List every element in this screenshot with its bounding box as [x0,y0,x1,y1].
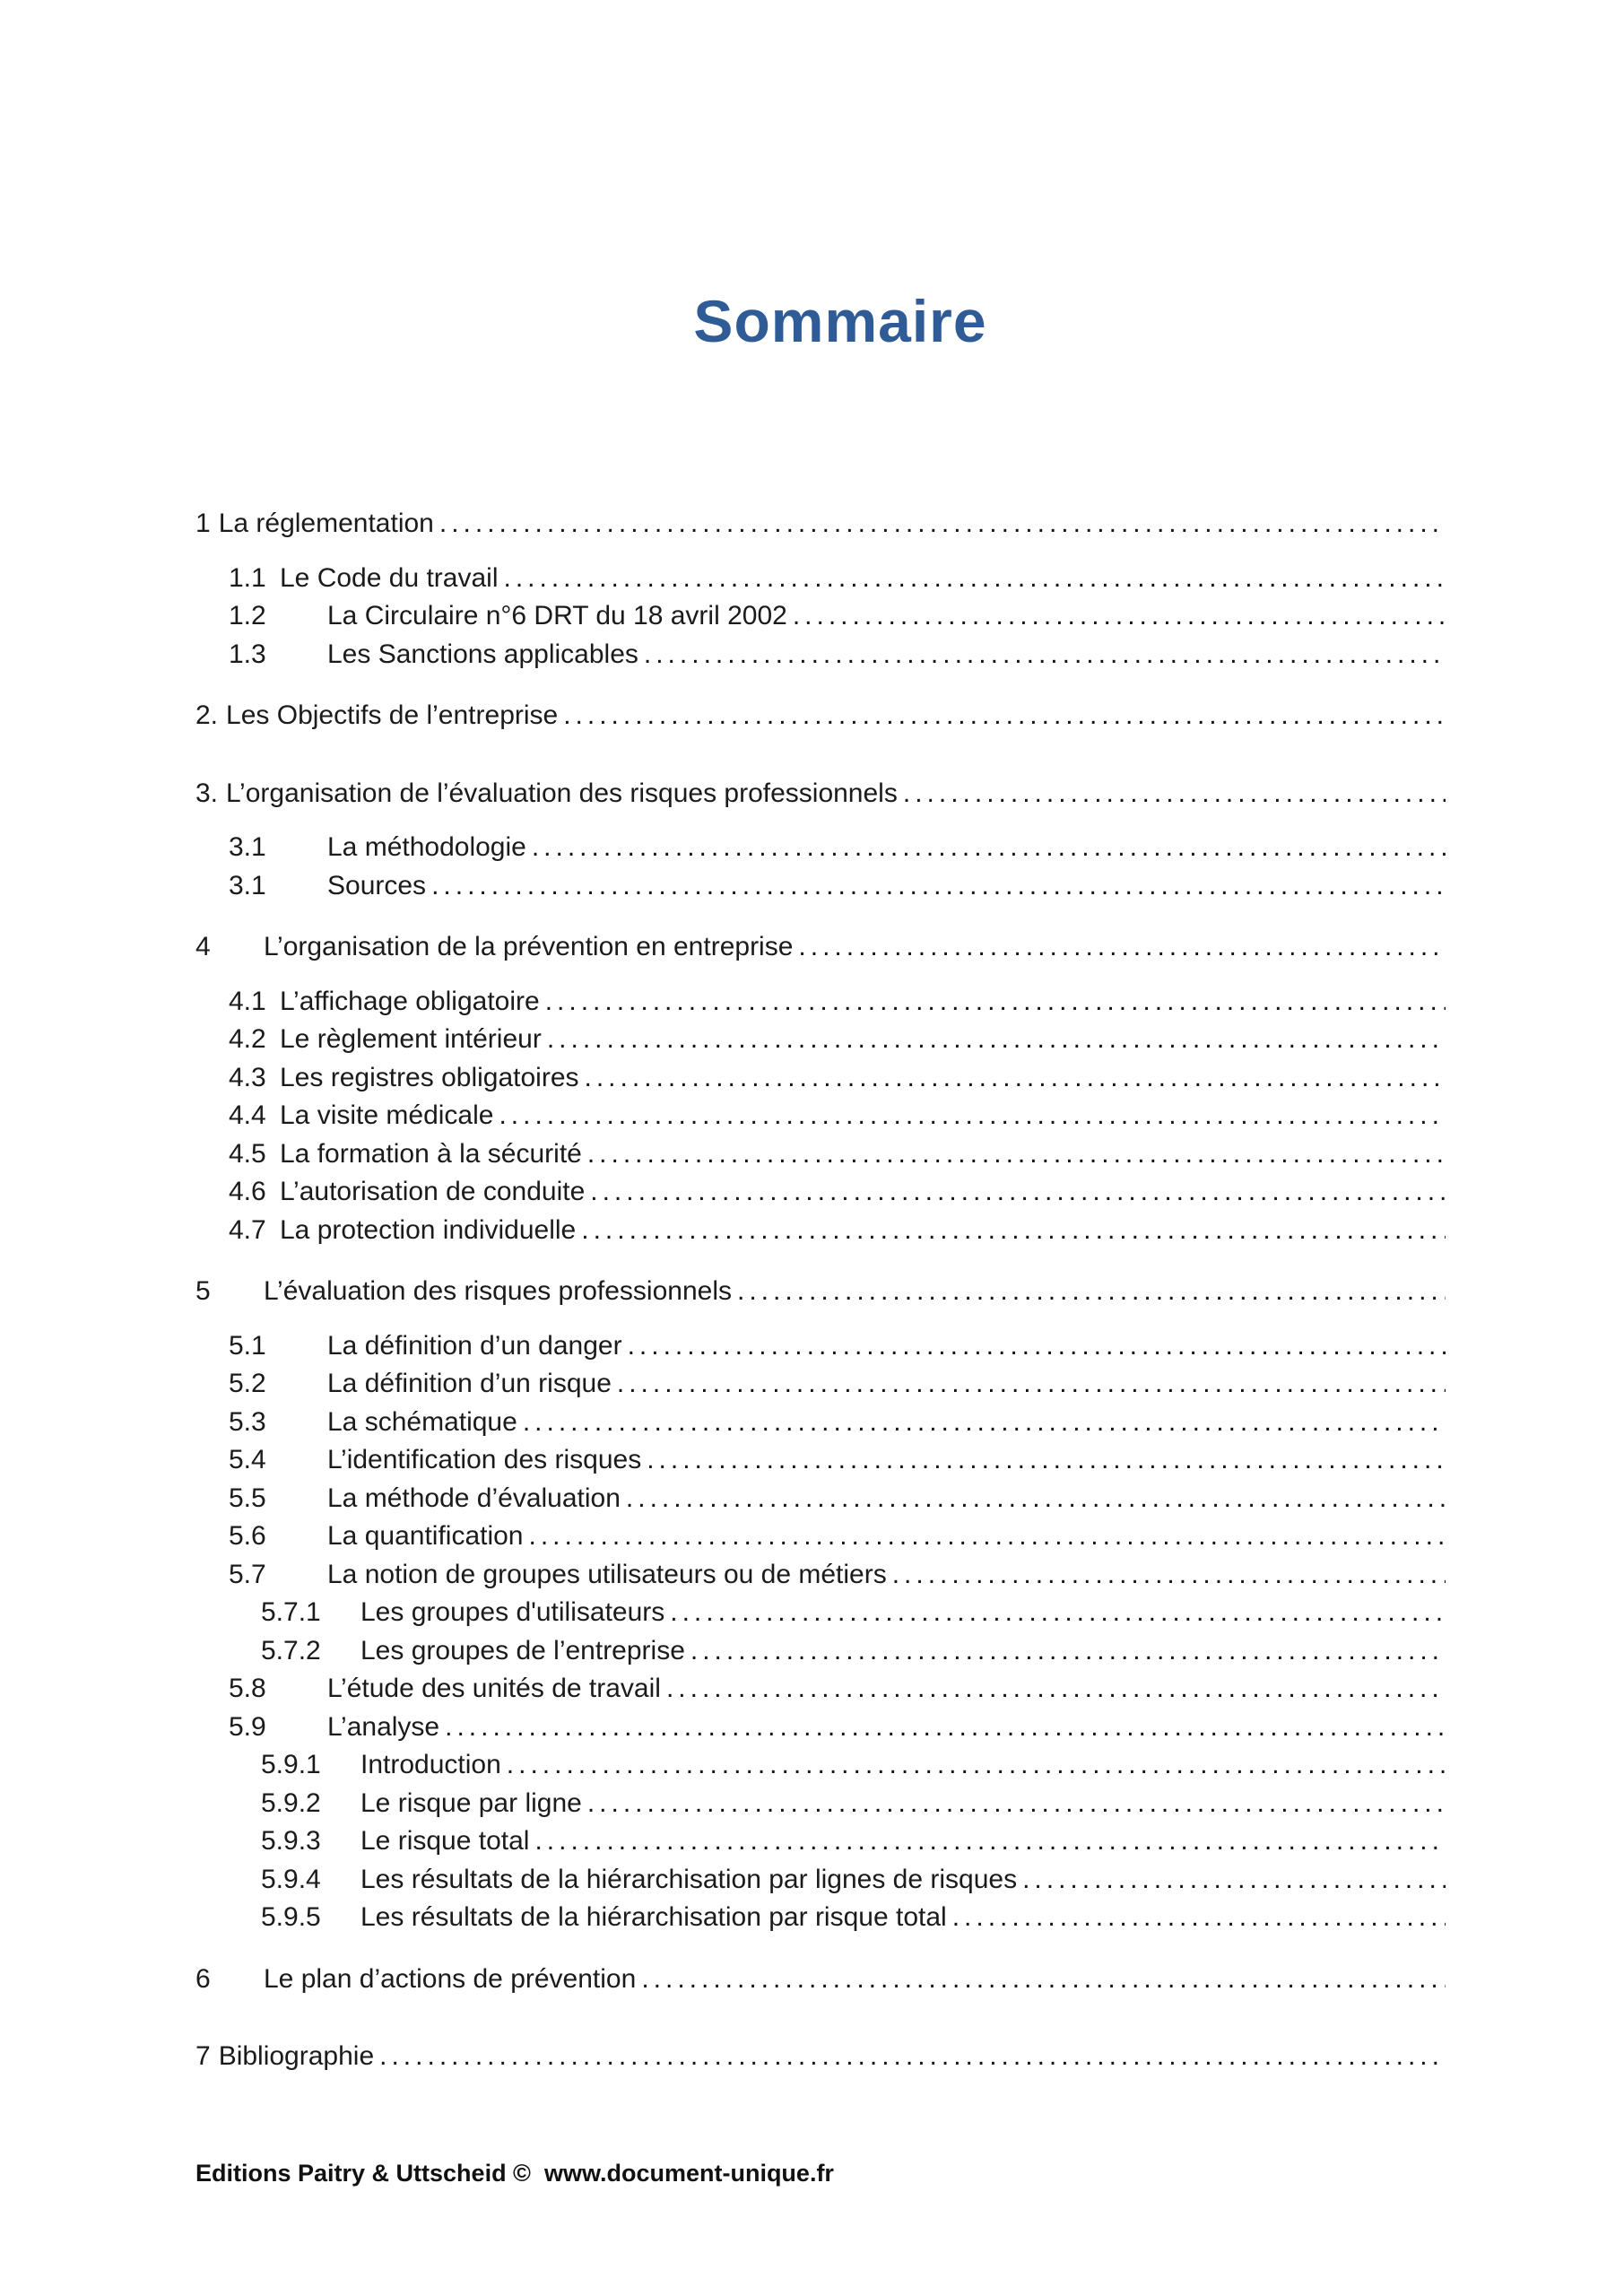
entry-number: 5.9.4 [261,1864,321,1894]
entry-number: 5 [195,1276,211,1306]
toc-entry [195,1670,1446,1709]
entry-label: La définition d’un risque [327,1369,612,1398]
dot-leader [793,597,1446,636]
toc-section [195,482,1446,674]
entry-number: 5.1 [229,1330,266,1361]
entry-label: La protection individuelle [280,1214,577,1245]
entry-label: L’affichage obligatoire [280,986,540,1016]
entry-number: 4.5 [229,1138,266,1169]
toc-items [195,560,1446,674]
dot-leader [666,1670,1446,1709]
toc-entry [195,1365,1446,1404]
entry-number: 5.9 [229,1711,266,1742]
entry-label: L’étude des unités de travail [327,1674,661,1703]
dot-leader [647,1441,1446,1480]
entry-label: L’identification des risques [327,1445,642,1474]
dot-leader [617,1365,1446,1404]
toc-entry [195,505,1446,544]
entry-label: Sources [327,870,427,900]
dot-leader [590,1173,1446,1212]
entry-label: La formation à la sécurité [280,1138,582,1169]
entry-number: 4.2 [229,1024,266,1054]
dot-leader [737,1273,1446,1311]
entry-number: 5.9.1 [261,1750,321,1779]
toc-entry [195,1135,1446,1174]
dot-leader [798,928,1446,967]
entry-label: Les groupes de l’entreprise [360,1635,685,1665]
entry-label: Introduction [360,1750,501,1779]
toc-section [195,1937,1446,1999]
toc-entry [195,1441,1446,1480]
entry-number: 5.9.3 [261,1826,321,1856]
toc-entry [195,560,1446,598]
entry-number: 4.3 [229,1062,266,1092]
page-footer: Editions Paitry & Uttscheid © www.document-unique.fr [195,2160,834,2187]
dot-leader [504,560,1446,598]
dot-leader [445,1709,1446,1747]
toc-entry [195,829,1446,867]
dot-leader [532,829,1446,867]
toc-entry [195,1518,1446,1556]
entry-number: 6 [195,1963,211,1994]
toc-entry [195,1632,1446,1671]
entry-label: La définition d’un danger [327,1330,622,1361]
toc-entry [195,1822,1446,1861]
dot-leader [563,697,1446,735]
entry-label: Le Code du travail [280,562,499,593]
dot-leader [585,1059,1446,1098]
dot-leader [529,1518,1446,1556]
entry-number: 5.6 [229,1521,266,1551]
entry-label: Les groupes d'utilisateurs [360,1597,665,1627]
dot-leader [379,2038,1446,2076]
entry-number: 1 [195,509,211,538]
toc-entry [195,867,1446,906]
dot-leader [903,775,1446,813]
entry-label: La méthodologie [327,832,526,862]
toc-section [195,1249,1446,1937]
entry-label: La schématique [327,1406,517,1437]
toc [195,482,1446,2076]
dot-leader [581,1212,1446,1250]
entry-label: Le plan d’actions de prévention [264,1963,637,1994]
toc-entry [195,1273,1446,1311]
toc-entry [195,1746,1446,1785]
dot-leader [547,1021,1446,1059]
toc-entry [195,1059,1446,1098]
dot-leader [644,636,1446,674]
toc-items [195,1327,1446,1937]
toc-section [195,674,1446,735]
entry-label: La réglementation [218,509,434,538]
dot-leader [641,1961,1446,1999]
toc-items [195,829,1446,905]
entry-number: 3.1 [229,832,266,862]
entry-label: La visite médicale [280,1100,494,1130]
entry-label: L’organisation de la prévention en entreprise [264,932,794,961]
toc-entry [195,1173,1446,1212]
toc-entry [195,697,1446,735]
entry-number: 3.1 [229,870,266,900]
toc-entry [195,636,1446,674]
entry-label: Les registres obligatoires [280,1062,579,1092]
toc-entry [195,2038,1446,2076]
entry-number: 4 [195,932,211,961]
toc-entry [195,1861,1446,1900]
dot-leader [499,1097,1446,1135]
entry-number: 4.6 [229,1177,266,1206]
entry-number: 5.4 [229,1445,266,1474]
toc-section [195,905,1446,1249]
dot-leader [670,1594,1446,1632]
entry-label: L’organisation de l’évaluation des risques professionnels [226,778,898,808]
toc-entry [195,1097,1446,1135]
dot-leader [439,505,1446,544]
toc-entry [195,775,1446,813]
toc-entry [195,1785,1446,1823]
page-title: Sommaire [693,288,987,354]
toc-entry [195,1899,1446,1937]
entry-number: 5.9.2 [261,1787,321,1818]
entry-label: Le risque par ligne [360,1787,582,1818]
entry-number: 7 [195,2041,211,2071]
entry-label: Le risque total [360,1826,530,1856]
entry-label: Le règlement intérieur [280,1024,542,1054]
entry-number: 2. [195,700,219,730]
toc-section [195,752,1446,906]
entry-label: Bibliographie [218,2041,375,2071]
entry-label: Les résultats de la hiérarchisation par lignes de risques [360,1864,1018,1894]
dot-leader [892,1556,1446,1595]
entry-number: 1.2 [229,601,266,631]
entry-number: 4.7 [229,1214,266,1245]
entry-number: 5.7.2 [261,1635,321,1665]
toc-entry [195,1212,1446,1250]
toc-entry [195,1709,1446,1747]
entry-number: 5.3 [229,1406,266,1437]
dot-leader [507,1746,1446,1785]
entry-number: 3. [195,778,219,808]
toc-items [195,983,1446,1250]
toc-entry [195,983,1446,1022]
entry-label: La Circulaire n°6 DRT du 18 avril 2002 [327,601,787,631]
toc-entry [195,1021,1446,1059]
toc-entry [195,597,1446,636]
entry-label: L’analyse [327,1711,440,1742]
toc-entry [195,1556,1446,1595]
dot-leader [534,1822,1446,1861]
dot-leader [545,983,1446,1022]
dot-leader [587,1785,1446,1823]
toc-entry [195,1594,1446,1632]
entry-label: La quantification [327,1521,524,1551]
entry-number: 5.9.5 [261,1902,321,1932]
entry-label: Les Objectifs de l’entreprise [226,700,559,730]
entry-number: 1.3 [229,639,266,669]
entry-number: 1.1 [229,562,266,593]
dot-leader [587,1135,1446,1174]
entry-number: 5.2 [229,1369,266,1398]
dot-leader [626,1480,1446,1518]
toc-entry [195,1327,1446,1366]
dot-leader [628,1327,1446,1366]
entry-label: Les résultats de la hiérarchisation par risque total [360,1902,947,1932]
entry-label: L’autorisation de conduite [280,1177,586,1206]
dot-leader [690,1632,1446,1671]
toc-entry [195,1480,1446,1518]
dot-leader [1022,1861,1446,1900]
entry-number: 5.7.1 [261,1597,321,1627]
toc-entry [195,1961,1446,1999]
dot-leader [431,867,1446,906]
entry-label: La notion de groupes utilisateurs ou de métiers [327,1559,887,1589]
entry-label: L’évaluation des risques professionnels [264,1276,732,1306]
entry-label: La méthode d’évaluation [327,1483,621,1513]
dot-leader [952,1899,1446,1937]
entry-number: 4.1 [229,986,266,1016]
page-content [195,0,1446,2076]
toc-entry [195,928,1446,967]
entry-number: 5.8 [229,1674,266,1703]
dot-leader [523,1404,1446,1442]
toc-entry [195,1404,1446,1442]
entry-number: 5.5 [229,1483,266,1513]
entry-number: 4.4 [229,1100,266,1130]
toc-section [195,2014,1446,2076]
entry-label: Les Sanctions applicables [327,639,638,669]
entry-number: 5.7 [229,1559,266,1589]
